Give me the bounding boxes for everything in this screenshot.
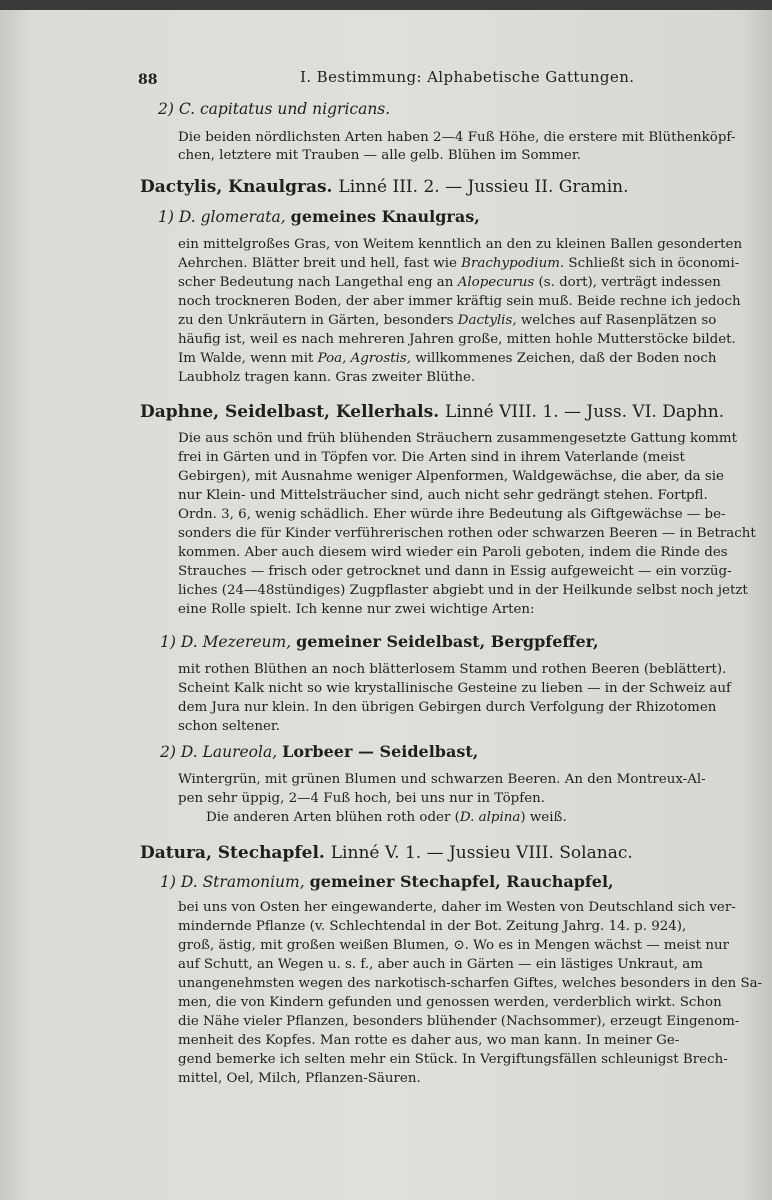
text-line: gend bemerke ich selten mehr ein Stück. In Vergiftungsfällen schleunigst Brech- [178, 1052, 728, 1067]
text-span: welches auf Rasenplätzen so [520, 313, 717, 328]
common-name: Lorbeer — Seidelbast, [282, 742, 479, 761]
text-line [206, 809, 567, 827]
species-name: 1) D. Mezereum, [160, 633, 292, 651]
text-line: Wintergrün, mit grünen Blumen und schwarzen Beeren. An den Montreux-Al- [178, 772, 706, 787]
text-line [178, 255, 739, 273]
latin-span: D. alpina [459, 810, 521, 825]
text-span: (s. dort), verträgt indessen [538, 275, 721, 290]
text-span: zu den Unkräutern in Gärten, besonders [178, 313, 454, 328]
text-line [178, 274, 721, 292]
common-name: gemeiner Stechapfel, Rauchapfel, [309, 872, 614, 891]
genus-heading-datura [140, 843, 633, 863]
text-line: Die aus schön und früh blühenden Sträuchern zusammengesetzte Gattung kommt [178, 431, 737, 446]
latin-span: Alopecurus [457, 275, 535, 290]
genus-name: Dactylis, Knaulgras. [140, 177, 333, 197]
page-header [138, 68, 772, 92]
classification: Linné III. 2. — Jussieu II. Gramin. [338, 177, 629, 197]
text-line: häufig ist, weil es nach mehreren Jahren große, mitten hohle Mutterstöcke bildet. [178, 332, 736, 347]
subentry-d-glomerata [158, 207, 480, 226]
species-name: 1) D. Stramonium, [160, 873, 305, 891]
subentry-d-stramonium [160, 872, 614, 891]
latin-span: Poa, Agrostis, [317, 351, 412, 366]
subentry-text: 2) C. capitatus und nigricans. [158, 100, 391, 118]
genus-heading-daphne [140, 402, 724, 422]
text-line: groß, ästig, mit großen weißen Blumen, ⊙. Wo es in Mengen wächst — meist nur [178, 938, 729, 953]
text-line: mit rothen Blüthen an noch blätterlosem Stamm und rothen Beeren (beblättert). [178, 662, 727, 677]
text-span: willkommenes Zeichen, daß der Boden noch [415, 351, 717, 366]
text-line: Ordn. 3, 6, wenig schädlich. Eher würde ihre Bedeutung als Giftgewächse — be- [178, 507, 726, 522]
species-name: 1) D. glomerata, [158, 208, 286, 226]
text-line: die Nähe vieler Pflanzen, besonders blühender (Nachsommer), erzeugt Eingenom- [178, 1014, 740, 1029]
text-span: ) weiß. [520, 810, 567, 825]
text-line: unangenehmsten wegen des narkotisch-scharfen Giftes, welches besonders in den Sa- [178, 976, 763, 991]
running-head: I. Bestimmung: Alphabetische Gattungen. [300, 68, 635, 86]
text-line: mittel, Oel, Milch, Pflanzen-Säuren. [178, 1071, 421, 1086]
page-number: 88 [138, 72, 158, 88]
text-span: Im Walde, wenn mit [178, 351, 314, 366]
text-line: dem Jura nur klein. In den übrigen Gebirgen durch Verfolgung der Rhizotomen [178, 700, 717, 715]
text-line: liches (24—48stündiges) Zugpflaster abgiebt und in der Heilkunde selbst noch jetzt [178, 583, 748, 598]
latin-span: Dactylis, [457, 313, 517, 328]
subentry-c-capitatus [158, 100, 390, 118]
classification: Linné VIII. 1. — Juss. VI. Daphn. [445, 402, 725, 422]
text-line [178, 312, 716, 330]
genus-name: Daphne, Seidelbast, Kellerhals. [140, 402, 440, 422]
text-line: noch trockneren Boden, der aber immer kräftig sein muß. Beide rechne ich jedoch [178, 294, 741, 309]
text-line: frei in Gärten und in Töpfen vor. Die Arten sind in ihrem Vaterlande (meist [178, 450, 685, 465]
text-line: pen sehr üppig, 2—4 Fuß hoch, bei uns nur in Töpfen. [178, 791, 546, 806]
text-line [178, 350, 717, 368]
text-line: menheit des Kopfes. Man rotte es daher aus, wo man kann. In meiner Ge- [178, 1033, 680, 1048]
common-name: gemeines Knaulgras, [290, 207, 480, 226]
text-line: Scheint Kalk nicht so wie krystallinische Gesteine zu lieben — in der Schweiz auf [178, 681, 731, 696]
subentry-d-mezereum [160, 632, 599, 651]
text-line: Die beiden nördlichsten Arten haben 2—4 Fuß Höhe, die erstere mit Blüthenköpf- [178, 130, 736, 145]
latin-span: Brachypodium. [461, 256, 565, 271]
genus-name: Datura, Stechapfel. [140, 843, 325, 863]
text-line: Laubholz tragen kann. Gras zweiter Blüthe. [178, 370, 476, 385]
text-line: mindernde Pflanze (v. Schlechtendal in der Bot. Zeitung Jahrg. 14. p. 924), [178, 919, 687, 934]
text-line: Gebirgen), mit Ausnahme weniger Alpenformen, Waldgewächse, die aber, da sie [178, 469, 724, 484]
text-line: chen, letztere mit Trauben — alle gelb. Blühen im Sommer. [178, 148, 582, 163]
text-line: sonders die für Kinder verführerischen rothen oder schwarzen Beeren — in Betracht [178, 526, 756, 541]
text-span: Die anderen Arten blühen roth oder ( [206, 810, 460, 825]
text-line: men, die von Kindern gefunden und genossen werden, verderblich wirkt. Schon [178, 995, 722, 1010]
text-span: Aehrchen. Blätter breit und hell, fast wie [178, 256, 457, 271]
text-line: eine Rolle spielt. Ich kenne nur zwei wichtige Arten: [178, 602, 535, 617]
text-line: nur Klein- und Mittelsträucher sind, auch nicht sehr gedrängt stehen. Fortpfl. [178, 488, 708, 503]
text-line: bei uns von Osten her eingewanderte, daher im Westen von Deutschland sich ver- [178, 900, 736, 915]
text-line: Strauches — frisch oder getrocknet und dann in Essig aufgeweicht — ein vorzüg- [178, 564, 732, 579]
species-name: 2) D. Laureola, [160, 743, 278, 761]
text-line: ein mittelgroßes Gras, von Weitem kenntlich an den zu kleinen Ballen gesonderten [178, 237, 743, 252]
genus-heading-dactylis [140, 177, 629, 197]
classification: Linné V. 1. — Jussieu VIII. Solanac. [330, 843, 633, 863]
text-span: Schließt sich in öconomi- [568, 256, 740, 271]
subentry-d-laureola [160, 742, 478, 761]
text-line: auf Schutt, an Wegen u. s. f., aber auch in Gärten — ein lästiges Unkraut, am [178, 957, 703, 972]
text-span: scher Bedeutung nach Langethal eng an [178, 275, 454, 290]
text-line: schon seltener. [178, 719, 281, 734]
common-name: gemeiner Seidelbast, Bergpfeffer, [296, 632, 599, 651]
text-line: kommen. Aber auch diesem wird wieder ein Paroli geboten, indem die Rinde des [178, 545, 728, 560]
